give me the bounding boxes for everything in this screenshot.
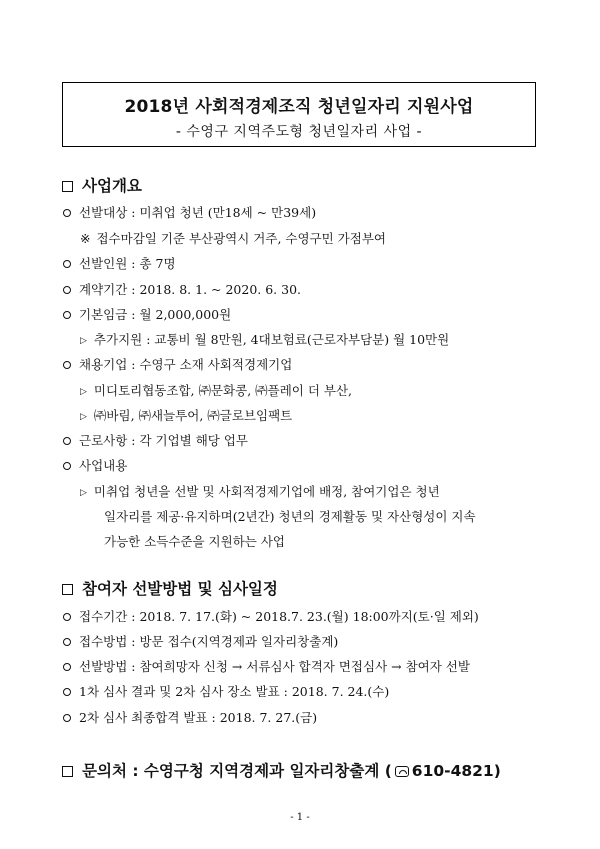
section-heading-text: 사업개요 — [82, 177, 142, 195]
list-item-target — [63, 205, 316, 221]
list-item-text: 1차 심사 결과 및 2차 심사 장소 발표 : 2018. 7. 24.(수) — [79, 684, 390, 699]
triangle-bullet-icon: ▷ — [80, 387, 87, 397]
list-item-text: 계약기간 : 2018. 8. 1. ~ 2020. 6. 30. — [79, 282, 302, 297]
circle-bullet-icon — [63, 638, 71, 646]
circle-bullet-icon — [63, 714, 71, 722]
list-item-reception-method — [63, 634, 338, 650]
contact-label: 문의처 : 수영구청 지역경제과 일자리창출계 ( — [82, 762, 392, 780]
note-item-target — [80, 231, 386, 247]
list-item-selection-method — [63, 659, 470, 675]
sub-item-employer-list1 — [80, 383, 352, 400]
sub-item-text: 미디토리협동조합, ㈜문화콩, ㈜플레이 더 부산, — [93, 383, 353, 398]
section-heading-text: 참여자 선발방법 및 심사일정 — [82, 580, 278, 598]
list-item-wage — [63, 307, 231, 323]
circle-bullet-icon — [63, 209, 71, 217]
sub-item-text: 추가지원 : 교통비 월 8만원, 4대보험료(근로자부담분) 월 10만원 — [93, 332, 450, 347]
phone-icon — [395, 766, 409, 777]
sub-item-employer-list2 — [80, 408, 292, 425]
contact-line — [62, 759, 501, 781]
list-item-text: 2차 심사 최종합격 발표 : 2018. 7. 27.(금) — [79, 710, 318, 725]
list-item-period — [63, 282, 301, 298]
circle-bullet-icon — [63, 688, 71, 696]
reference-mark: ※ — [80, 231, 91, 246]
circle-bullet-icon — [63, 462, 71, 470]
list-item-text: 접수기간 : 2018. 7. 17.(화) ~ 2018.7. 23.(월) 18:00까지(토·일 제외) — [79, 609, 479, 624]
circle-bullet-icon — [63, 613, 71, 621]
list-item-text: 기본임금 : 월 2,000,000원 — [79, 307, 232, 322]
circle-bullet-icon — [63, 260, 71, 268]
page-number: - 1 - — [290, 812, 310, 823]
circle-bullet-icon — [63, 437, 71, 445]
triangle-bullet-icon: ▷ — [80, 412, 87, 422]
content-line2: 일자리를 제공·유지하며(2년간) 청년의 경제활동 및 자산형성이 지속 — [104, 509, 476, 524]
list-item-work — [63, 433, 248, 449]
checkbox-square-icon — [62, 766, 73, 777]
list-item-text: 채용기업 : 수영구 소재 사회적경제기업 — [79, 357, 293, 372]
list-item-text: 접수방법 : 방문 접수(지역경제과 일자리창출계) — [79, 634, 339, 649]
circle-bullet-icon — [63, 361, 71, 369]
list-item-text: 사업내용 — [79, 458, 128, 473]
section-heading-overview — [62, 174, 142, 196]
list-item-text: 선발방법 : 참여희망자 신청 → 서류심사 합격자 면접심사 → 참여자 선발 — [79, 659, 470, 674]
triangle-bullet-icon: ▷ — [80, 488, 87, 498]
list-item-count — [63, 256, 176, 272]
list-item-content — [63, 458, 127, 474]
list-item-reception-period — [63, 609, 479, 625]
list-item-employer — [63, 357, 292, 373]
document-title: 2018년 사회적경제조직 청년일자리 지원사업 — [124, 97, 474, 117]
list-item-first-result — [63, 684, 389, 700]
content-line3: 가능한 소득수준을 지원하는 사업 — [104, 534, 285, 549]
checkbox-square-icon — [62, 181, 73, 192]
contact-phone: 610-4821) — [411, 762, 501, 780]
circle-bullet-icon — [63, 311, 71, 319]
list-item-final-result — [63, 710, 317, 726]
circle-bullet-icon — [63, 663, 71, 671]
note-text: 접수마감일 기준 부산광역시 거주, 수영구민 가점부여 — [96, 231, 386, 246]
sub-item-wage-extra — [80, 332, 449, 349]
list-item-text: 선발인원 : 총 7명 — [79, 256, 176, 271]
document-subtitle: - 수영구 지역주도형 청년일자리 사업 - — [175, 124, 423, 140]
checkbox-square-icon — [62, 584, 73, 595]
list-item-text: 선발대상 : 미취업 청년 (만18세 ~ 만39세) — [79, 205, 317, 220]
sub-item-text: ㈜바림, ㈜새늘투어, ㈜글로브임팩트 — [93, 408, 293, 423]
sub-item-content-line1 — [80, 484, 440, 501]
triangle-bullet-icon: ▷ — [80, 336, 87, 346]
sub-item-text: 미취업 청년을 선발 및 사회적경제기업에 배정, 참여기업은 청년 — [93, 484, 440, 499]
circle-bullet-icon — [63, 286, 71, 294]
title-box — [62, 82, 536, 147]
list-item-text: 근로사항 : 각 기업별 해당 업무 — [79, 433, 248, 448]
section-heading-selection — [62, 577, 278, 599]
